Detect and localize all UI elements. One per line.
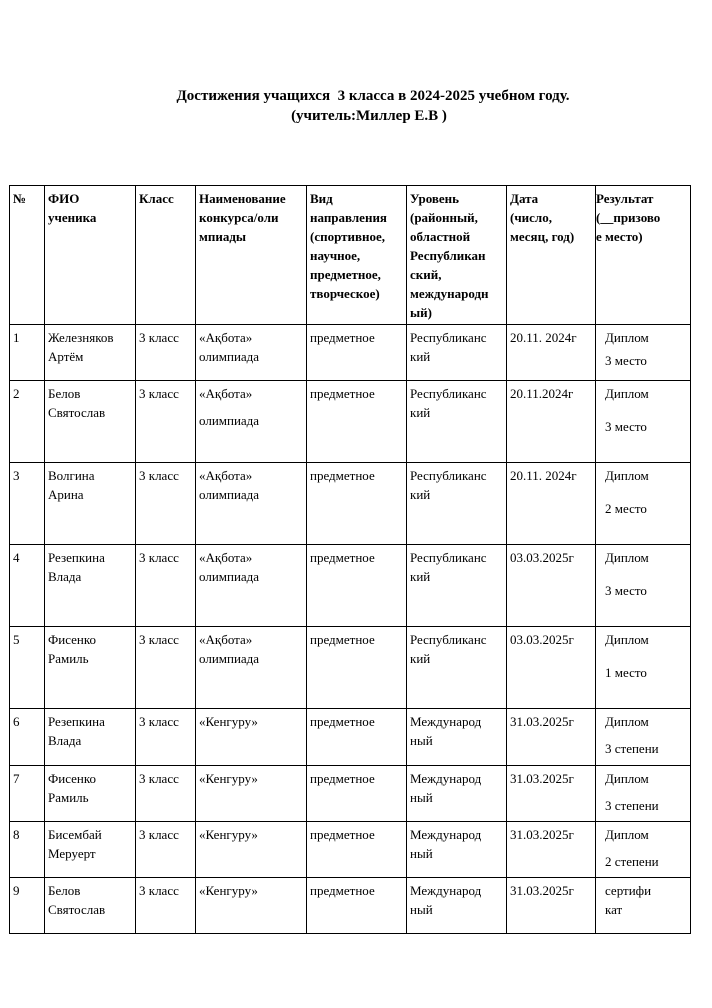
cell-date: 20.11.2024г bbox=[507, 381, 596, 463]
cell-direction: предметное bbox=[307, 627, 407, 709]
cell-num: 9 bbox=[10, 878, 45, 934]
cell-contest: «Кенгуру» bbox=[196, 878, 307, 934]
cell-direction: предметное bbox=[307, 545, 407, 627]
cell-result: Диплом 3 место bbox=[596, 545, 691, 627]
cell-result: Диплом 2 место bbox=[596, 463, 691, 545]
header-row bbox=[10, 186, 691, 325]
achievements-table bbox=[9, 185, 691, 934]
cell-student-name: Фисенко Рамиль bbox=[45, 766, 136, 822]
cell-contest: «Ақбота» олимпиада bbox=[196, 545, 307, 627]
cell-level: Республиканс кий bbox=[407, 381, 507, 463]
cell-date: 03.03.2025г bbox=[507, 627, 596, 709]
cell-result: Диплом 2 степени bbox=[596, 822, 691, 878]
table-row-7 bbox=[10, 766, 691, 822]
cell-contest: «Ақбота» олимпиада bbox=[196, 463, 307, 545]
table-row-3 bbox=[10, 463, 691, 545]
cell-date: 31.03.2025г bbox=[507, 822, 596, 878]
cell-direction: предметное bbox=[307, 709, 407, 766]
cell-student-name: Белов Святослав bbox=[45, 878, 136, 934]
cell-level: Международ ный bbox=[407, 766, 507, 822]
cell-direction: предметное bbox=[307, 822, 407, 878]
cell-class: 3 класс bbox=[136, 381, 196, 463]
cell-student-name: Резепкина Влада bbox=[45, 709, 136, 766]
cell-student-name: Белов Святослав bbox=[45, 381, 136, 463]
cell-result: Диплом 3 место bbox=[596, 325, 691, 381]
cell-date: 31.03.2025г bbox=[507, 709, 596, 766]
header-direction: Вид направления (спортивное, научное, предметное, творческое) bbox=[307, 186, 407, 325]
document-title bbox=[0, 86, 712, 126]
cell-result: Диплом 3 место bbox=[596, 381, 691, 463]
cell-direction: предметное bbox=[307, 766, 407, 822]
cell-contest: «Кенгуру» bbox=[196, 709, 307, 766]
cell-date: 31.03.2025г bbox=[507, 878, 596, 934]
cell-result: Диплом 3 степени bbox=[596, 766, 691, 822]
header-class: Класс bbox=[136, 186, 196, 325]
cell-class: 3 класс bbox=[136, 545, 196, 627]
cell-num: 5 bbox=[10, 627, 45, 709]
cell-class: 3 класс bbox=[136, 627, 196, 709]
cell-student-name: Волгина Арина bbox=[45, 463, 136, 545]
cell-student-name: Бисембай Меруерт bbox=[45, 822, 136, 878]
header-level: Уровень (районный, областной Республикан ский, международн ый) bbox=[407, 186, 507, 325]
table-row-9 bbox=[10, 878, 691, 934]
table-row-1 bbox=[10, 325, 691, 381]
cell-level: Республиканс кий bbox=[407, 463, 507, 545]
cell-num: 8 bbox=[10, 822, 45, 878]
cell-direction: предметное bbox=[307, 463, 407, 545]
header-date: Дата (число, месяц, год) bbox=[507, 186, 596, 325]
cell-date: 03.03.2025г bbox=[507, 545, 596, 627]
cell-class: 3 класс bbox=[136, 822, 196, 878]
cell-contest: «Ақбота» олимпиада bbox=[196, 381, 307, 463]
cell-date: 20.11. 2024г bbox=[507, 325, 596, 381]
cell-level: Республиканс кий bbox=[407, 627, 507, 709]
cell-student-name: Фисенко Рамиль bbox=[45, 627, 136, 709]
cell-class: 3 класс bbox=[136, 878, 196, 934]
cell-direction: предметное bbox=[307, 381, 407, 463]
cell-class: 3 класс bbox=[136, 709, 196, 766]
cell-num: 6 bbox=[10, 709, 45, 766]
cell-direction: предметное bbox=[307, 878, 407, 934]
cell-result: Диплом 1 место bbox=[596, 627, 691, 709]
cell-level: Международ ный bbox=[407, 822, 507, 878]
cell-num: 7 bbox=[10, 766, 45, 822]
cell-num: 1 bbox=[10, 325, 45, 381]
title-line-2: (учитель:Миллер Е.В ) bbox=[291, 108, 447, 124]
header-fio: ФИО ученика bbox=[45, 186, 136, 325]
cell-class: 3 класс bbox=[136, 766, 196, 822]
header-num: № bbox=[10, 186, 45, 325]
cell-result: сертифи кат bbox=[596, 878, 691, 934]
table-row-4 bbox=[10, 545, 691, 627]
cell-class: 3 класс bbox=[136, 463, 196, 545]
table-row-5 bbox=[10, 627, 691, 709]
cell-level: Республиканс кий bbox=[407, 325, 507, 381]
header-contest-name: Наименование конкурса/оли мпиады bbox=[196, 186, 307, 325]
cell-num: 4 bbox=[10, 545, 45, 627]
cell-contest: «Кенгуру» bbox=[196, 822, 307, 878]
cell-student-name: Железняков Артём bbox=[45, 325, 136, 381]
cell-date: 31.03.2025г bbox=[507, 766, 596, 822]
cell-level: Республиканс кий bbox=[407, 545, 507, 627]
cell-result: Диплом 3 степени bbox=[596, 709, 691, 766]
header-result: Результат (__призово е место) bbox=[596, 186, 691, 325]
table-row-6 bbox=[10, 709, 691, 766]
cell-contest: «Ақбота» олимпиада bbox=[196, 325, 307, 381]
table-row-8 bbox=[10, 822, 691, 878]
cell-date: 20.11. 2024г bbox=[507, 463, 596, 545]
cell-student-name: Резепкина Влада bbox=[45, 545, 136, 627]
cell-class: 3 класс bbox=[136, 325, 196, 381]
cell-contest: «Ақбота» олимпиада bbox=[196, 627, 307, 709]
cell-num: 2 bbox=[10, 381, 45, 463]
cell-direction: предметное bbox=[307, 325, 407, 381]
cell-contest: «Кенгуру» bbox=[196, 766, 307, 822]
title-line-1: Достижения учащихся 3 класса в 2024-2025 учебном году. bbox=[176, 88, 570, 104]
cell-num: 3 bbox=[10, 463, 45, 545]
table-row-2 bbox=[10, 381, 691, 463]
cell-level: Международ ный bbox=[407, 709, 507, 766]
cell-level: Международ ный bbox=[407, 878, 507, 934]
